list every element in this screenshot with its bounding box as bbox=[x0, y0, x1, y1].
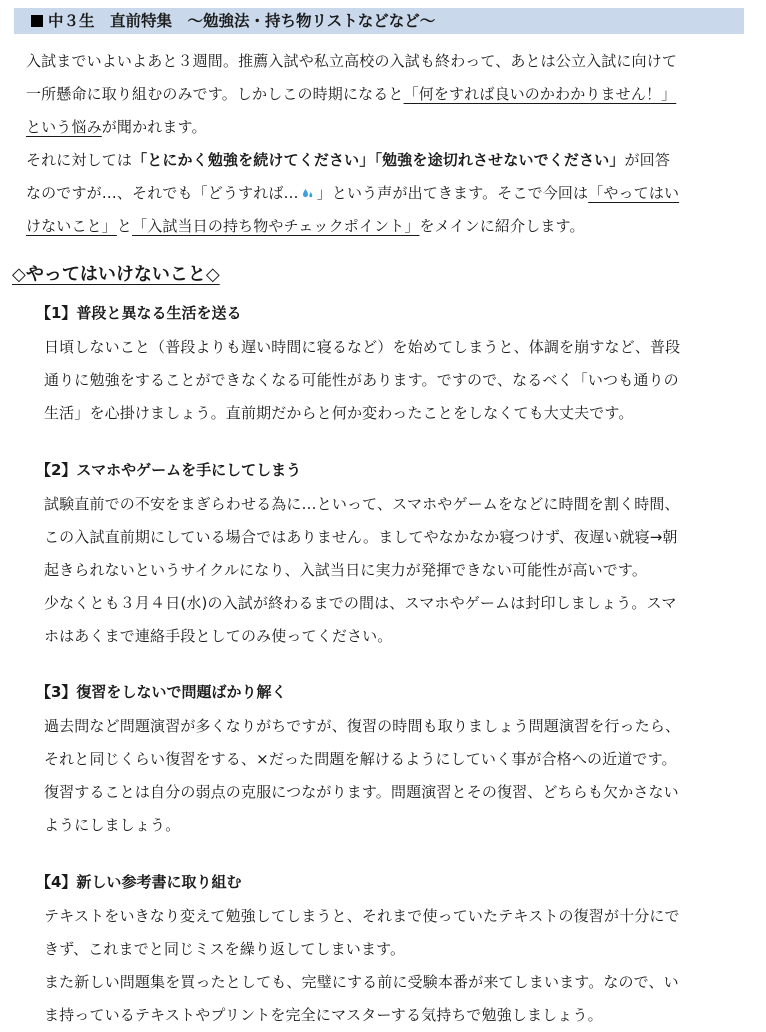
sweat-drops-icon bbox=[302, 187, 314, 199]
item-body bbox=[44, 488, 749, 653]
intro-text: と bbox=[116, 217, 133, 235]
intro-underlined-text: 「何をすれば良いのかわかりません！」 bbox=[403, 85, 677, 103]
item-line: また新しい問題集を買ったとしても、完璧にする前に受験本番が来てしまいます。なので、い bbox=[44, 973, 679, 991]
item-line: 復習することは自分の弱点の克服につながります。問題演習とその復習、どちらも欠かさない bbox=[44, 783, 679, 801]
intro-text: 一所懸命に取り組むのみです。しかしこの時期になると bbox=[26, 85, 404, 103]
intro-text: をメインに紹介します。 bbox=[419, 217, 585, 235]
page-title: 中３生 直前特集 ～勉強法・持ち物リストなどなど～ bbox=[48, 12, 436, 30]
item-line: ま持っているテキストやプリントを完全にマスターする気持ちで勉強しましょう。 bbox=[44, 1006, 603, 1024]
intro-underlined-text: 「入試当日の持ち物やチェックポイント」 bbox=[132, 217, 420, 235]
item-line: テキストをいきなり変えて勉強してしまうと、それまで使っていたテキストの復習が十分にで bbox=[44, 907, 680, 925]
item-line: 通りに勉強をすることができなくなる可能性があります。ですので、なるべく「いつも通りの bbox=[44, 371, 679, 389]
intro-text: 」という声が出てきます。そこで今回は bbox=[316, 184, 589, 202]
item-heading: 【2】スマホやゲームを手にしてしまう bbox=[36, 461, 302, 479]
item-line: 起きられないというサイクルになり、入試当日に実力が発揮できない可能性が高いです。 bbox=[44, 561, 648, 579]
item-line: それと同じくらい復習をする、×だった問題を解けるようにしていく事が合格への近道です。 bbox=[44, 750, 677, 768]
item-line: 生活」を心掛けましょう。直前期だからと何か変わったことをしなくても大丈夫です。 bbox=[44, 404, 634, 422]
intro-text: が聞かれます。 bbox=[101, 118, 207, 136]
intro-underlined-text: という悩み bbox=[26, 118, 102, 136]
black-square-icon bbox=[31, 15, 43, 27]
section-heading: ◇やってはいけないこと◇ bbox=[12, 264, 220, 285]
item-body bbox=[44, 900, 749, 1032]
item-line: ホはあくまで連絡手段としてのみ使ってください。 bbox=[44, 627, 393, 645]
item-line: この入試直前期にしている場合ではありません。ましてやなかなか寝つけず、夜遅い就寝→朝 bbox=[44, 528, 678, 546]
item-line: 少なくとも３月４日(水)の入試が終わるまでの間は、スマホやゲームは封印しましょう。スマ bbox=[44, 594, 677, 612]
intro-text: 入試までいよいよあと３週間。推薦入試や私立高校の入試も終わって、あとは公立入試に向けて bbox=[26, 52, 678, 70]
intro-line bbox=[26, 177, 746, 210]
item-line: 日頃しないこと（普段よりも遅い時間に寝るなど）を始めてしまうと、体調を崩すなど、普段 bbox=[44, 338, 681, 356]
item-line: 試験直前での不安をまぎらわせる為に…といって、スマホやゲームをなどに時間を割く時間、 bbox=[44, 495, 680, 513]
item-heading: 【1】普段と異なる生活を送る bbox=[36, 304, 242, 322]
intro-paragraph bbox=[26, 45, 746, 243]
intro-text: が回答 bbox=[624, 151, 670, 169]
title-bar bbox=[14, 8, 744, 34]
item-body bbox=[44, 710, 749, 842]
intro-underlined-text: けないこと」 bbox=[26, 217, 117, 235]
item-line: ようにしましょう。 bbox=[44, 816, 181, 834]
intro-line bbox=[26, 111, 746, 144]
intro-line bbox=[26, 210, 746, 243]
intro-text: なのですが…、それでも「どうすれば… bbox=[26, 184, 299, 202]
intro-line bbox=[26, 78, 746, 111]
intro-line bbox=[26, 144, 746, 177]
item-line: 過去問など問題演習が多くなりがちですが、復習の時間も取りましょう問題演習を行ったら、 bbox=[44, 717, 681, 735]
item-heading: 【4】新しい参考書に取り組む bbox=[36, 873, 242, 891]
item-line: きず、これまでと同じミスを繰り返してしまいます。 bbox=[44, 940, 406, 958]
intro-line bbox=[26, 45, 746, 78]
intro-underlined-text: 「やってはい bbox=[588, 184, 680, 202]
intro-text: それに対しては bbox=[26, 151, 133, 169]
intro-bold-text: 「とにかく勉強を続けてください」「勉強を途切れさせないでください」 bbox=[132, 151, 625, 169]
item-body bbox=[44, 331, 749, 430]
item-heading: 【3】復習をしないで問題ばかり解く bbox=[36, 683, 287, 701]
